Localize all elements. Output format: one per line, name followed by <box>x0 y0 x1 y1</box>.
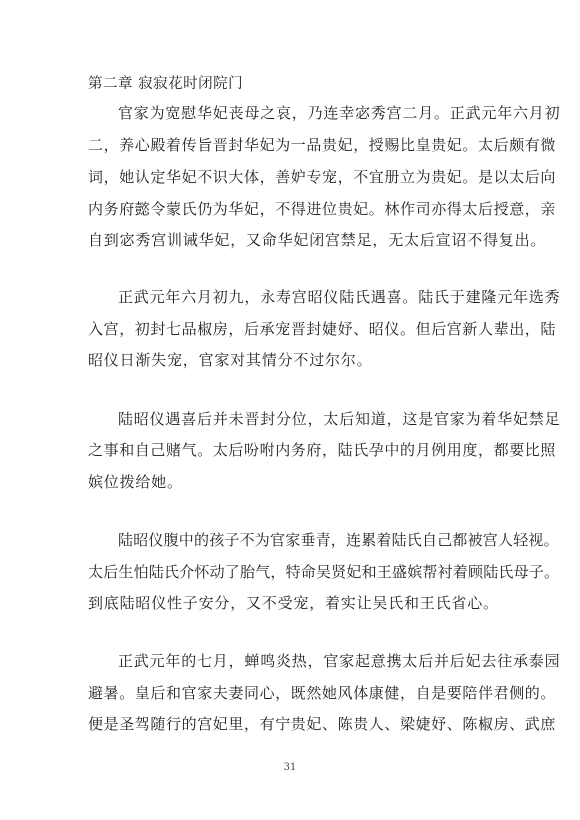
page-number: 31 <box>283 762 297 773</box>
paragraph-2-line-2: 入宫，初封七品椒房，后承宠晋封婕妤、昭仪。但后宫新人辈出，陆 <box>88 320 557 338</box>
chapter-title: 第二章 寂寂花时闭院门 <box>88 76 244 92</box>
paragraph-1-line-4: 内务府懿令蒙氏仍为华妃，不得进位贵妃。林作司亦得太后授意，亲 <box>88 200 557 218</box>
paragraph-4-line-3: 到底陆昭仪性子安分，又不受宠，着实让吴氏和王氏省心。 <box>88 594 499 612</box>
paragraph-2-line-3: 昭仪日渐失宠，官家对其情分不过尔尔。 <box>88 351 373 369</box>
paragraph-4-line-1: 陆昭仪腹中的孩子不为官家垂青，连累着陆氏自己都被宫人轻视。 <box>118 531 559 549</box>
paragraph-1-line-1: 官家为宽慰华妃丧母之哀，乃连幸宓秀宫二月。正武元年六月初 <box>118 104 561 122</box>
paragraph-5-line-2: 避暑。皇后和官家夫妻同心，既然她风体康健，自是要陪伴君侧的。 <box>88 684 557 702</box>
paragraph-5-line-3: 便是圣驾随行的宫妃里，有宁贵妃、陈贵人、梁婕妤、陈椒房、武庶 <box>88 715 557 733</box>
paragraph-4-line-2: 太后生怕陆氏介怀动了胎气，特命吴贤妃和王盛嫔帮衬着顾陆氏母子。 <box>88 563 560 581</box>
paragraph-1-line-2: 二，养心殿着传旨晋封华妃为一品贵妃，授赐比皇贵妃。太后颇有微 <box>88 136 557 154</box>
paragraph-3-line-1: 陆昭仪遇喜后并未晋封分位，太后知道，这是官家为着华妃禁足 <box>118 410 561 428</box>
paragraph-5-line-1: 正武元年的七月，蝉鸣炎热，官家起意携太后并后妃去往承泰园 <box>118 652 561 670</box>
paragraph-1-line-3: 词，她认定华妃不识大体，善妒专宠，不宜册立为贵妃。是以太后向 <box>88 168 557 186</box>
paragraph-3-line-2: 之事和自己赌气。太后吩咐内务府，陆氏孕中的月例用度，都要比照 <box>88 441 557 459</box>
paragraph-2-line-1: 正武元年六月初九，永寿宫昭仪陆氏遇喜。陆氏于建隆元年选秀 <box>118 288 561 306</box>
paragraph-3-line-3: 嫔位拨给她。 <box>88 473 183 491</box>
paragraph-1-line-5: 自到宓秀宫训诫华妃，又命华妃闭宫禁足，无太后宣诏不得复出。 <box>88 231 547 249</box>
